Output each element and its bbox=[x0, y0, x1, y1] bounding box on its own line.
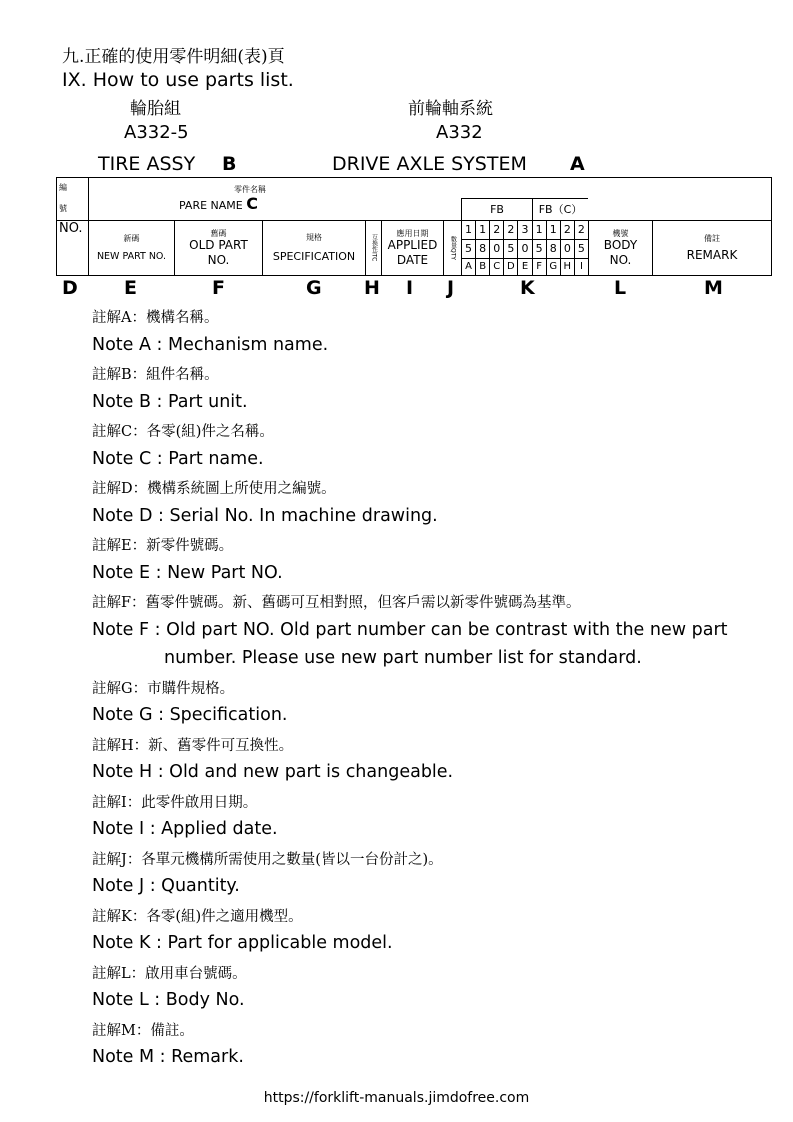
note-en: Note J : Quantity. bbox=[92, 876, 240, 896]
note-cn: 註解C：各零(組)件之名稱。 bbox=[92, 424, 274, 440]
model-digit-cell: 1 bbox=[475, 220, 489, 239]
note-cn: 註解D：機構系統圖上所使用之編號。 bbox=[92, 481, 336, 497]
model-digit-cell: 0 bbox=[489, 239, 503, 258]
column-letter-f: F bbox=[212, 277, 225, 299]
note-en: Note M : Remark. bbox=[92, 1047, 244, 1067]
column-letter-h: H bbox=[364, 277, 380, 299]
column-letter-k: K bbox=[520, 277, 535, 299]
model-letter-cell: H bbox=[560, 258, 574, 275]
column-letter-g: G bbox=[306, 277, 322, 299]
title-chinese: 九.正確的使用零件明細(表)頁 bbox=[62, 47, 285, 67]
left-unit-english: TIRE ASSY bbox=[98, 153, 196, 175]
note-en: Note A : Mechanism name. bbox=[92, 334, 329, 355]
no-cn-2: 號 bbox=[59, 204, 67, 214]
model-letter-cell: B bbox=[475, 258, 489, 275]
fb-spacer bbox=[461, 178, 594, 198]
model-letter-cell: G bbox=[546, 258, 560, 275]
marker-b: B bbox=[222, 153, 237, 175]
model-digit-cell: 5 bbox=[461, 239, 475, 258]
column-letter-e: E bbox=[124, 277, 137, 299]
marker-c: C bbox=[246, 194, 258, 214]
note-en: Note C : Part name. bbox=[92, 448, 264, 469]
model-letter-cell: C bbox=[489, 258, 503, 275]
note-cn: 註解B：組件名稱。 bbox=[92, 367, 219, 383]
model-digit-cell: 1 bbox=[532, 220, 546, 239]
model-letter-cell: I bbox=[574, 258, 588, 275]
column-letter-l: L bbox=[614, 277, 627, 299]
column-letter-m: M bbox=[704, 277, 723, 299]
note-cn: 註解I：此零件啟用日期。 bbox=[92, 794, 258, 811]
note-cn: 註解H：新、舊零件可互換性。 bbox=[92, 737, 294, 754]
model-letter-cell: F bbox=[532, 258, 546, 275]
fb-header: FB bbox=[461, 198, 532, 220]
model-letter-cell: A bbox=[461, 258, 475, 275]
note-en: Note D : Serial No. In machine drawing. bbox=[92, 505, 438, 526]
model-digit-cell: 1 bbox=[546, 220, 560, 239]
model-digit-cell: 2 bbox=[560, 220, 574, 239]
note-en: Note L : Body No. bbox=[92, 990, 245, 1010]
model-digit-cell: 2 bbox=[489, 220, 503, 239]
note-en: Note G : Specification. bbox=[92, 705, 288, 725]
old-part-header: 舊碼 OLD PART NO. bbox=[174, 220, 262, 275]
model-letter-cell: D bbox=[503, 258, 517, 275]
model-digit-cell: 3 bbox=[517, 220, 531, 239]
model-digit-cell: 1 bbox=[461, 220, 475, 239]
model-digit-cell: 5 bbox=[574, 239, 588, 258]
note-en-continued: number. Please use new part number list for standard. bbox=[164, 648, 642, 668]
note-cn: 註解L：啟用車台號碼。 bbox=[92, 965, 247, 982]
right-unit-chinese: 前輪軸系統 bbox=[408, 99, 493, 119]
specification-header: 規格 SPECIFICATION bbox=[262, 220, 365, 275]
model-digit-cell: 2 bbox=[574, 220, 588, 239]
model-digit-cell: 8 bbox=[475, 239, 489, 258]
parts-list-table bbox=[56, 177, 772, 276]
applied-date-header: 應用日期 APPLIED DATE bbox=[381, 220, 443, 275]
right-unit-code: A332 bbox=[436, 122, 483, 143]
note-cn: 註解A：機構名稱。 bbox=[92, 310, 219, 326]
column-letter-d: D bbox=[62, 277, 78, 299]
model-letter-cell: E bbox=[517, 258, 531, 275]
note-cn: 註解K：各零(組)件之適用機型。 bbox=[92, 908, 303, 925]
marker-a: A bbox=[570, 153, 585, 175]
note-en: Note E : New Part NO. bbox=[92, 562, 283, 583]
note-cn: 註解M：備註。 bbox=[92, 1022, 194, 1039]
note-en: Note H : Old and new part is changeable. bbox=[92, 762, 454, 782]
column-letter-j: J bbox=[447, 277, 455, 299]
model-digit-cell: 5 bbox=[532, 239, 546, 258]
interchange-header: 互換性 ITC bbox=[365, 220, 381, 275]
qty-header: 數量 QTY bbox=[443, 220, 461, 275]
note-en: Note I : Applied date. bbox=[92, 819, 278, 839]
note-cn: 註解J：各單元機構所需使用之數量(皆以一台份計之)。 bbox=[92, 851, 443, 868]
no-header: NO. bbox=[57, 220, 88, 275]
title-english: IX. How to use parts list. bbox=[62, 69, 294, 91]
header-right-spacer bbox=[588, 178, 771, 220]
note-en: Note K : Part for applicable model. bbox=[92, 933, 393, 953]
footer-url: https://forklift-manuals.jimdofree.com bbox=[263, 1090, 530, 1106]
model-digit-cell: 2 bbox=[503, 220, 517, 239]
part-name-header: 零件名稱 PARE NAME C bbox=[88, 178, 461, 220]
model-digit-cell: 5 bbox=[503, 239, 517, 258]
new-part-header: 新碼 NEW PART NO. bbox=[88, 220, 174, 275]
model-digit-cell: 8 bbox=[546, 239, 560, 258]
remark-header: 備註 REMARK bbox=[652, 220, 771, 275]
fbc-header: FB（C） bbox=[532, 198, 588, 220]
model-digit-cell: 0 bbox=[517, 239, 531, 258]
model-columns bbox=[461, 220, 588, 275]
note-cn: 註解F：舊零件號碼。新、舊碼可互相對照，但客戶需以新零件號碼為基準。 bbox=[92, 595, 581, 611]
note-cn: 註解G：市購件規格。 bbox=[92, 680, 235, 697]
right-unit-english: DRIVE AXLE SYSTEM bbox=[332, 153, 527, 175]
left-unit-chinese: 輪胎組 bbox=[130, 99, 181, 119]
no-cn-1: 編 bbox=[59, 183, 67, 193]
model-digit-cell: 0 bbox=[560, 239, 574, 258]
note-cn: 註解E：新零件號碼。 bbox=[92, 538, 234, 554]
body-no-header: 機號 BODY NO. bbox=[588, 220, 652, 275]
note-en: Note B : Part unit. bbox=[92, 391, 248, 412]
column-letter-i: I bbox=[406, 277, 414, 299]
note-en: Note F : Old part NO. Old part number can be contrast with the new part bbox=[92, 619, 728, 640]
left-unit-code: A332-5 bbox=[124, 122, 189, 143]
